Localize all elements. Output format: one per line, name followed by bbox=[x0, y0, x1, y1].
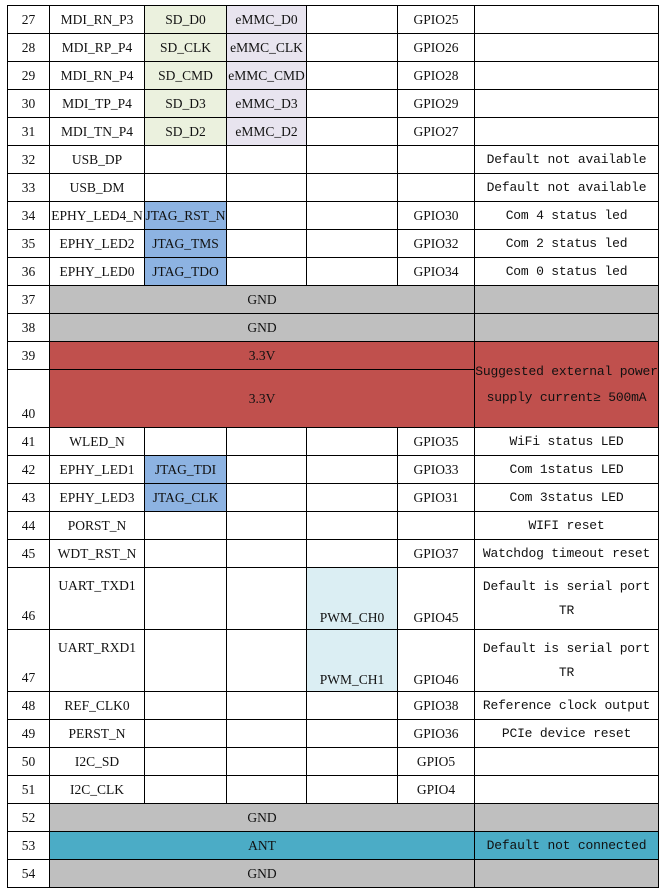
pin-number: 49 bbox=[8, 720, 50, 748]
gpio: GPIO35 bbox=[398, 428, 475, 456]
description bbox=[475, 62, 659, 90]
description: Default not available bbox=[475, 174, 659, 202]
table-row bbox=[8, 484, 659, 512]
pin-name: WLED_N bbox=[50, 428, 145, 456]
table-row bbox=[8, 230, 659, 258]
pin-number: 50 bbox=[8, 748, 50, 776]
empty-cell bbox=[227, 776, 307, 804]
gpio: GPIO45 bbox=[398, 568, 475, 630]
pin-name: UART_TXD1 bbox=[50, 568, 145, 630]
pin-number: 30 bbox=[8, 90, 50, 118]
gpio: GPIO34 bbox=[398, 258, 475, 286]
pin-number: 54 bbox=[8, 860, 50, 888]
empty-cell bbox=[307, 776, 398, 804]
table-row bbox=[8, 174, 659, 202]
description: Default is serial port TR bbox=[475, 568, 659, 630]
table-row bbox=[8, 832, 659, 860]
empty-cell bbox=[227, 146, 307, 174]
power-span: 3.3V bbox=[50, 342, 475, 370]
empty-cell bbox=[227, 174, 307, 202]
table-row bbox=[8, 6, 659, 34]
gpio: GPIO30 bbox=[398, 202, 475, 230]
pin-number: 47 bbox=[8, 630, 50, 692]
table-row bbox=[8, 62, 659, 90]
description: Default is serial port TR bbox=[475, 630, 659, 692]
table-row bbox=[8, 258, 659, 286]
pin-number: 39 bbox=[8, 342, 50, 370]
empty-cell bbox=[307, 174, 398, 202]
jtag-function: JTAG_TDO bbox=[145, 258, 227, 286]
alt-function bbox=[307, 34, 398, 62]
table-row bbox=[8, 202, 659, 230]
jtag-function: JTAG_CLK bbox=[145, 484, 227, 512]
pin-number: 33 bbox=[8, 174, 50, 202]
gnd-span: GND bbox=[50, 804, 475, 832]
gnd-span: GND bbox=[50, 314, 475, 342]
empty-cell bbox=[227, 748, 307, 776]
description: Com 3status LED bbox=[475, 484, 659, 512]
pin-name: UART_RXD1 bbox=[50, 630, 145, 692]
empty-cell bbox=[307, 146, 398, 174]
pin-name: USB_DP bbox=[50, 146, 145, 174]
empty-cell bbox=[307, 456, 398, 484]
gnd-span: GND bbox=[50, 286, 475, 314]
pin-name: EPHY_LED1 bbox=[50, 456, 145, 484]
gpio: GPIO27 bbox=[398, 118, 475, 146]
empty-cell bbox=[307, 428, 398, 456]
empty-cell bbox=[307, 512, 398, 540]
alt-function bbox=[307, 118, 398, 146]
pin-number: 31 bbox=[8, 118, 50, 146]
alt-function bbox=[307, 90, 398, 118]
pin-name: MDI_TP_P4 bbox=[50, 90, 145, 118]
sd-function: SD_D3 bbox=[145, 90, 227, 118]
table-row bbox=[8, 540, 659, 568]
jtag-function: JTAG_TDI bbox=[145, 456, 227, 484]
pin-number: 34 bbox=[8, 202, 50, 230]
pin-name: EPHY_LED0 bbox=[50, 258, 145, 286]
empty-cell bbox=[227, 484, 307, 512]
ant-span: ANT bbox=[50, 832, 475, 860]
description bbox=[475, 286, 659, 314]
pin-name: PERST_N bbox=[50, 720, 145, 748]
pin-number: 37 bbox=[8, 286, 50, 314]
gpio: GPIO26 bbox=[398, 34, 475, 62]
empty-cell bbox=[227, 630, 307, 692]
table-row bbox=[8, 314, 659, 342]
gnd-span: GND bbox=[50, 860, 475, 888]
pin-number: 45 bbox=[8, 540, 50, 568]
empty-cell bbox=[227, 512, 307, 540]
description bbox=[475, 6, 659, 34]
description: Com 1status LED bbox=[475, 456, 659, 484]
table-row bbox=[8, 428, 659, 456]
alt-function bbox=[307, 62, 398, 90]
empty-cell bbox=[307, 540, 398, 568]
empty-cell bbox=[227, 258, 307, 286]
pin-number: 48 bbox=[8, 692, 50, 720]
pin-number: 43 bbox=[8, 484, 50, 512]
pin-name: PORST_N bbox=[50, 512, 145, 540]
table-row bbox=[8, 34, 659, 62]
sd-function: SD_CLK bbox=[145, 34, 227, 62]
power-note: Suggested external power supply current≥ 500mA bbox=[475, 342, 659, 428]
pin-name: WDT_RST_N bbox=[50, 540, 145, 568]
empty-cell bbox=[145, 748, 227, 776]
empty-cell bbox=[398, 146, 475, 174]
description bbox=[475, 34, 659, 62]
pin-name: USB_DM bbox=[50, 174, 145, 202]
description bbox=[475, 90, 659, 118]
empty-cell bbox=[145, 512, 227, 540]
empty-cell bbox=[307, 202, 398, 230]
pwm-function: PWM_CH0 bbox=[307, 568, 398, 630]
empty-cell bbox=[145, 174, 227, 202]
sd-function: SD_D0 bbox=[145, 6, 227, 34]
pin-name: MDI_RN_P3 bbox=[50, 6, 145, 34]
empty-cell bbox=[227, 202, 307, 230]
emmc-function: eMMC_D2 bbox=[227, 118, 307, 146]
pin-number: 44 bbox=[8, 512, 50, 540]
description bbox=[475, 804, 659, 832]
pin-number: 52 bbox=[8, 804, 50, 832]
empty-cell bbox=[307, 258, 398, 286]
emmc-function: eMMC_CLK bbox=[227, 34, 307, 62]
emmc-function: eMMC_CMD bbox=[227, 62, 307, 90]
power-span: 3.3V bbox=[50, 370, 475, 428]
empty-cell bbox=[145, 720, 227, 748]
pin-number: 38 bbox=[8, 314, 50, 342]
description: Com 0 status led bbox=[475, 258, 659, 286]
gpio: GPIO36 bbox=[398, 720, 475, 748]
description: Default not available bbox=[475, 146, 659, 174]
description bbox=[475, 776, 659, 804]
empty-cell bbox=[398, 512, 475, 540]
pwm-function: PWM_CH1 bbox=[307, 630, 398, 692]
empty-cell bbox=[227, 692, 307, 720]
pinout-table bbox=[7, 5, 659, 888]
gpio: GPIO33 bbox=[398, 456, 475, 484]
description: WiFi status LED bbox=[475, 428, 659, 456]
pin-number: 53 bbox=[8, 832, 50, 860]
table-row bbox=[8, 720, 659, 748]
pin-number: 28 bbox=[8, 34, 50, 62]
table-row bbox=[8, 90, 659, 118]
empty-cell bbox=[398, 174, 475, 202]
pin-number: 41 bbox=[8, 428, 50, 456]
gpio: GPIO38 bbox=[398, 692, 475, 720]
empty-cell bbox=[145, 146, 227, 174]
pin-name: EPHY_LED2 bbox=[50, 230, 145, 258]
description: Reference clock output bbox=[475, 692, 659, 720]
description: Default not connected bbox=[475, 832, 659, 860]
pin-name: EPHY_LED4_N bbox=[50, 202, 145, 230]
gpio: GPIO31 bbox=[398, 484, 475, 512]
empty-cell bbox=[227, 568, 307, 630]
pin-number: 40 bbox=[8, 370, 50, 428]
gpio: GPIO28 bbox=[398, 62, 475, 90]
empty-cell bbox=[227, 456, 307, 484]
empty-cell bbox=[145, 428, 227, 456]
description bbox=[475, 118, 659, 146]
description: PCIe device reset bbox=[475, 720, 659, 748]
description: Com 4 status led bbox=[475, 202, 659, 230]
pin-name: EPHY_LED3 bbox=[50, 484, 145, 512]
gpio: GPIO32 bbox=[398, 230, 475, 258]
description bbox=[475, 314, 659, 342]
table-row bbox=[8, 456, 659, 484]
emmc-function: eMMC_D3 bbox=[227, 90, 307, 118]
table-row bbox=[8, 804, 659, 832]
empty-cell bbox=[307, 692, 398, 720]
description: WIFI reset bbox=[475, 512, 659, 540]
empty-cell bbox=[307, 748, 398, 776]
description bbox=[475, 748, 659, 776]
empty-cell bbox=[227, 540, 307, 568]
pin-number: 46 bbox=[8, 568, 50, 630]
alt-function bbox=[307, 6, 398, 34]
sd-function: SD_D2 bbox=[145, 118, 227, 146]
pin-name: MDI_RP_P4 bbox=[50, 34, 145, 62]
empty-cell bbox=[227, 428, 307, 456]
gpio: GPIO25 bbox=[398, 6, 475, 34]
empty-cell bbox=[227, 720, 307, 748]
table-row bbox=[8, 118, 659, 146]
pin-name: MDI_RN_P4 bbox=[50, 62, 145, 90]
pin-number: 27 bbox=[8, 6, 50, 34]
empty-cell bbox=[307, 230, 398, 258]
gpio: GPIO37 bbox=[398, 540, 475, 568]
pin-number: 29 bbox=[8, 62, 50, 90]
pin-name: I2C_SD bbox=[50, 748, 145, 776]
table-row bbox=[8, 342, 659, 370]
pin-number: 35 bbox=[8, 230, 50, 258]
pin-number: 51 bbox=[8, 776, 50, 804]
jtag-function: JTAG_RST_N bbox=[145, 202, 227, 230]
emmc-function: eMMC_D0 bbox=[227, 6, 307, 34]
table-row bbox=[8, 146, 659, 174]
empty-cell bbox=[145, 630, 227, 692]
description: Watchdog timeout reset bbox=[475, 540, 659, 568]
pin-name: MDI_TN_P4 bbox=[50, 118, 145, 146]
table-row bbox=[8, 776, 659, 804]
table-row bbox=[8, 692, 659, 720]
gpio: GPIO46 bbox=[398, 630, 475, 692]
pin-number: 42 bbox=[8, 456, 50, 484]
pin-name: I2C_CLK bbox=[50, 776, 145, 804]
empty-cell bbox=[145, 692, 227, 720]
table-row bbox=[8, 748, 659, 776]
description: Com 2 status led bbox=[475, 230, 659, 258]
pin-name: REF_CLK0 bbox=[50, 692, 145, 720]
table-row bbox=[8, 512, 659, 540]
pin-number: 36 bbox=[8, 258, 50, 286]
gpio: GPIO4 bbox=[398, 776, 475, 804]
sd-function: SD_CMD bbox=[145, 62, 227, 90]
empty-cell bbox=[145, 568, 227, 630]
gpio: GPIO29 bbox=[398, 90, 475, 118]
table-row bbox=[8, 630, 659, 692]
gpio: GPIO5 bbox=[398, 748, 475, 776]
table-row bbox=[8, 568, 659, 630]
jtag-function: JTAG_TMS bbox=[145, 230, 227, 258]
empty-cell bbox=[145, 776, 227, 804]
empty-cell bbox=[307, 484, 398, 512]
empty-cell bbox=[307, 720, 398, 748]
empty-cell bbox=[145, 540, 227, 568]
pin-number: 32 bbox=[8, 146, 50, 174]
empty-cell bbox=[227, 230, 307, 258]
table-row bbox=[8, 286, 659, 314]
